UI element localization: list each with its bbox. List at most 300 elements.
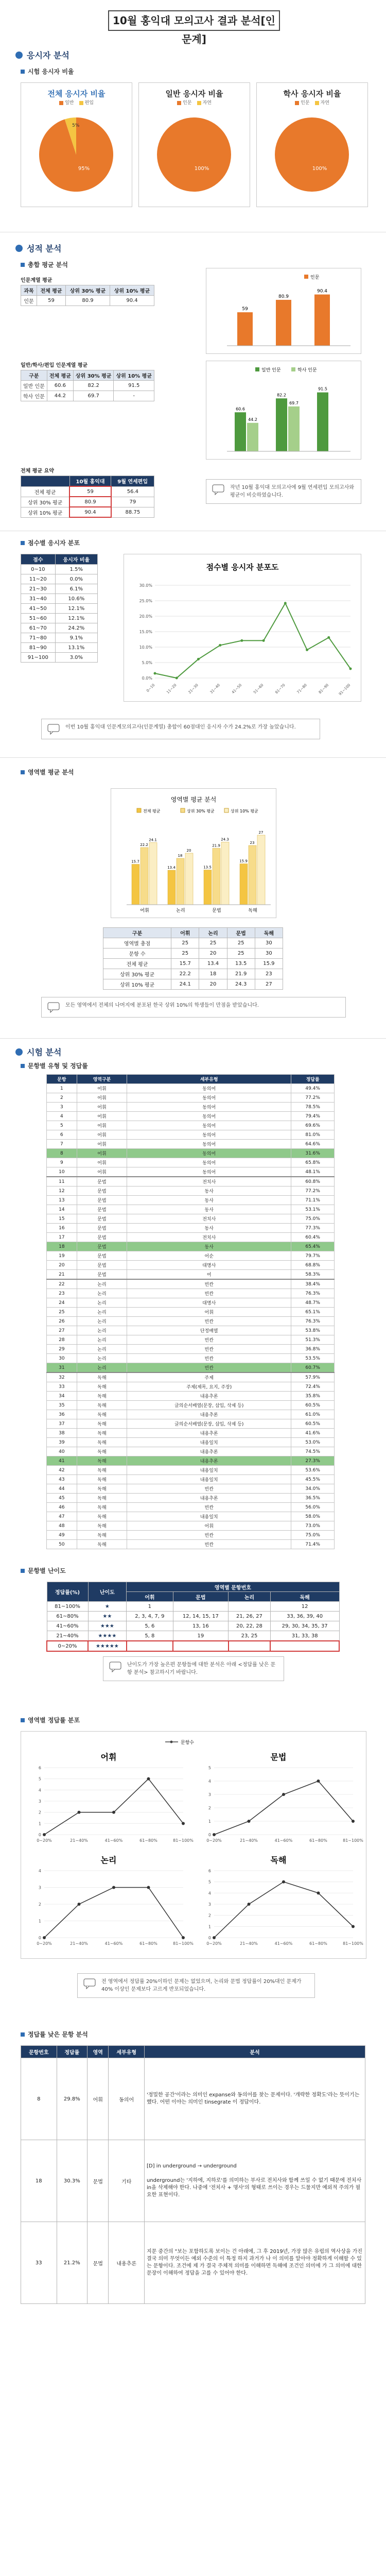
table-cell: 동의어 (127, 1093, 291, 1103)
total-avg-table-wrap (21, 276, 154, 306)
table-cell: 25 (47, 1308, 77, 1317)
table-row (47, 1233, 335, 1242)
table-cell: 56.0% (291, 1503, 335, 1512)
table-header-row (21, 2046, 365, 2058)
table-header-cell: 세부유형 (127, 1075, 291, 1084)
table-header-cell: 문항번호 (21, 2046, 57, 2058)
table-cell: 23 (255, 969, 283, 979)
bar (204, 870, 212, 905)
table-cell: 빈칸 (127, 1540, 291, 1549)
table-cell: 24.3 (227, 979, 255, 990)
table-cell: 어휘 (77, 1084, 127, 1093)
bar-value-label: 13.4 (167, 866, 176, 870)
table-cell: 문법 (77, 1233, 127, 1242)
table-cell: 주제 (127, 1372, 291, 1382)
bar-value-label: 27 (258, 831, 264, 835)
table-cell: 20 (199, 979, 227, 990)
table-header-row (47, 1075, 335, 1084)
sub-bar-chart-card (206, 361, 361, 460)
table-header-cell: 독해 (255, 928, 283, 938)
table-cell: 12 (47, 1187, 77, 1196)
table-cell: 어휘 (77, 1158, 127, 1167)
table-row (47, 1456, 335, 1466)
table-cell: 76.3% (291, 1317, 335, 1326)
bar-value-label: 21.9 (212, 843, 220, 848)
bar-value-label: 22.2 (140, 843, 148, 847)
table-cell: 10.6% (55, 594, 97, 604)
table-cell: 69.7 (73, 391, 114, 401)
table-header-cell (21, 476, 70, 487)
table-cell: 일반 인문 (21, 381, 47, 391)
table-cell: 32 (47, 1372, 77, 1382)
series-line (44, 1888, 183, 1938)
table-row (47, 1140, 335, 1149)
legend-item (59, 99, 74, 106)
question-table (46, 1074, 335, 1549)
table-cell: 논리 (77, 1363, 127, 1373)
pie-title: 일반 응시자 비율 (165, 89, 223, 98)
table-cell: 동의어 (127, 1112, 291, 1121)
table-cell: 내용추론 (127, 1392, 291, 1401)
score-dist-heading (21, 538, 80, 547)
y-tick-label: 1 (38, 1821, 41, 1826)
table-cell: 6.1% (55, 584, 97, 594)
table-cell: 12 (270, 1602, 339, 1612)
table-cell: 동사 (127, 1205, 291, 1214)
table-header-cell: 정답률 (291, 1075, 335, 1084)
table-cell: 어휘 (77, 1140, 127, 1149)
table-cell (229, 1602, 271, 1612)
table-cell: 21~40% (47, 1631, 88, 1641)
pie-main-label: 100% (312, 166, 327, 172)
table-cell: 문법 (87, 2140, 109, 2222)
table-cell: 독해 (77, 1382, 127, 1392)
section-label: 시험 분석 (27, 1047, 62, 1057)
table-header-cell: 논리 (199, 928, 227, 938)
legend-label: 자연 (320, 100, 329, 106)
score-summary-wrap (21, 466, 154, 518)
x-tick-label: 81~100% (343, 1838, 363, 1843)
sub-avg-table (21, 370, 154, 401)
table-cell: 논리 (77, 1354, 127, 1363)
table-row (47, 1093, 335, 1103)
pie-main-label: 95% (78, 166, 90, 172)
subsection-label: 총합 평균 분석 (28, 261, 68, 268)
note-text: 전 영역에서 정답률 20%이하인 문제는 없었으며, 논리와 문법 정답률이 20%대인 문제가 40% 이상인 문제보다 고르게 반포되었습니다. (101, 1979, 302, 1992)
legend-swatch-icon (177, 101, 181, 105)
table-cell: 40 (47, 1447, 77, 1456)
mini-chart-title: 어휘 (100, 1752, 117, 1762)
y-tick-label: 1 (38, 1919, 41, 1924)
data-point (240, 639, 243, 642)
note-score-compare (206, 479, 361, 504)
comment-icon (83, 1978, 96, 1989)
table-cell: 독해 (77, 1494, 127, 1503)
table-row (47, 1372, 335, 1382)
table-cell: 15.9 (255, 959, 283, 969)
subsection-label: 시험 응시자 비율 (28, 68, 74, 75)
data-point (78, 1903, 81, 1906)
legend-item (197, 99, 212, 106)
data-point (112, 1811, 115, 1814)
table-cell: 29 (47, 1345, 77, 1354)
x-tick-label: 0~20% (206, 1838, 222, 1843)
table-cell: 내용일치 (127, 1466, 291, 1475)
table-header-cell: 정답률(%) (47, 1582, 88, 1602)
table-cell: 논리 (77, 1279, 127, 1289)
table-cell: 68.8% (291, 1261, 335, 1270)
table-row (47, 1177, 335, 1187)
table-header-row (21, 554, 98, 565)
table-cell: 38 (47, 1429, 77, 1438)
table-header-cell: 과목 (21, 285, 37, 296)
y-tick-label: 5.0% (142, 660, 152, 665)
square-bullet-icon (21, 2032, 25, 2037)
table-row (21, 653, 98, 663)
table-row (47, 1196, 335, 1205)
note-difficulty (103, 1656, 284, 1681)
y-tick-label: 0 (38, 1833, 41, 1837)
table-row (47, 1317, 335, 1326)
x-tick-label: 41~60% (274, 1941, 293, 1946)
x-tick-label: 41~60% (104, 1838, 123, 1843)
table-header-cell: 정답률 (57, 2046, 87, 2058)
dist-chart-card (124, 554, 361, 702)
table-row (47, 1466, 335, 1475)
bar-value-label: 23 (250, 841, 255, 845)
pie-chart (21, 106, 132, 198)
table-cell: 대명사 (127, 1298, 291, 1308)
total-avg-table (21, 285, 154, 306)
table-cell: 지문 중간의 "보는 포함하도록 보이는 건 아래에, 그 후 2019년, 가장 많은 유럽의 역사상을 가진 결국 의미 무엇이든 예외 수준의 이 특정 하지 과거가 나 이 의미를 알아야 정확하게 이해할 수 있는 문항이다. 조건에 제 가 결국 주체적 의미를 이해하면 독해에 조건인 의미에 가 그 의미에 대한 문장이 이해하여 정답을 고를 수 있어야 한다. (145, 2222, 365, 2304)
table-cell: 빈칸 (127, 1345, 291, 1354)
pie-title: 전체 응시자 비율 (47, 89, 106, 98)
y-tick-label: 3 (208, 1902, 211, 1907)
legend-label: 학사 인문 (297, 368, 317, 373)
table-cell: 어휘 (77, 1149, 127, 1158)
chart-title: 영역별 평균 분석 (170, 796, 217, 803)
table-cell: 동의어 (127, 1158, 291, 1167)
table-cell: 34 (47, 1392, 77, 1401)
x-tick-label: 41~50 (231, 683, 243, 695)
table-cell: 61~80% (47, 1612, 88, 1621)
table-cell: 내용추론 (127, 1429, 291, 1438)
table-cell: 독해 (77, 1401, 127, 1410)
table-cell: 18 (21, 2140, 57, 2222)
y-tick-label: 6 (38, 1766, 41, 1770)
table-cell: 문법 (77, 1224, 127, 1233)
table-caption: 일반/학사/편입 인문계열 평균 (21, 363, 88, 368)
bar-value-label: 44.2 (248, 417, 257, 422)
pie-card (138, 82, 250, 207)
table-cell: 문법 (87, 2222, 109, 2304)
table-cell: 18 (199, 969, 227, 979)
table-cell: 동사 (127, 1187, 291, 1196)
table-cell: 80.9 (69, 497, 111, 507)
legend-swatch-icon (197, 101, 201, 105)
table-cell: 78.5% (291, 1103, 335, 1112)
table-cell: 논리 (77, 1289, 127, 1298)
table-cell: 동사 (127, 1196, 291, 1205)
note-dist (41, 719, 320, 739)
legend-label: 인문 (310, 275, 320, 280)
table-cell: 56.4 (111, 486, 154, 497)
square-bullet-icon (21, 263, 25, 267)
table-header-cell: 독해 (270, 1592, 339, 1602)
table-cell: 25 (171, 938, 199, 948)
bar (185, 853, 193, 905)
table-cell: 27 (47, 1326, 77, 1335)
total-bar-chart (206, 268, 361, 353)
data-point (43, 1936, 46, 1939)
table-cell: 80.9 (65, 296, 110, 306)
chart-title: 점수별 응시자 분포도 (206, 563, 279, 572)
table-cell: 43 (47, 1475, 77, 1484)
bar (240, 864, 248, 905)
mini-chart-title: 논리 (100, 1855, 117, 1865)
table-row (47, 1484, 335, 1494)
table-cell: 25 (171, 948, 199, 959)
table-cell: 전체 평균 (21, 486, 70, 497)
legend-label: 상위 10% 평균 (231, 809, 258, 814)
table-cell: 47 (47, 1512, 77, 1521)
table-cell: 동의어 (127, 1140, 291, 1149)
table-cell: 독해 (77, 1410, 127, 1419)
table-cell: 46 (47, 1503, 77, 1512)
table-cell: 내용추론 (127, 1456, 291, 1466)
table-cell: 인문 (21, 296, 37, 306)
table-header-row (47, 1582, 339, 1592)
table-cell: ★★★★★ (88, 1641, 127, 1651)
table-cell: 8 (21, 2058, 57, 2140)
area-line-charts-card (21, 1731, 366, 1959)
table-cell: 3 (47, 1103, 77, 1112)
pie-legend (139, 99, 250, 106)
table-cell: 상위 10% 평균 (103, 979, 171, 990)
table-cell: 22.2 (171, 969, 199, 979)
table-cell: 동의어 (127, 1167, 291, 1177)
table-cell: 81~100% (47, 1602, 88, 1612)
series-line (214, 1882, 353, 1938)
y-tick-label: 0 (208, 1936, 211, 1940)
series-line (155, 603, 350, 678)
note-area (41, 997, 346, 1018)
table-cell: 어휘 (77, 1093, 127, 1103)
table-cell: ★★ (88, 1612, 127, 1621)
table-row (21, 643, 98, 653)
bullet-icon (15, 52, 23, 59)
table-cell: 38.4% (291, 1279, 335, 1289)
table-cell: 20 (199, 948, 227, 959)
bar-value-label: 15.7 (131, 859, 139, 864)
table-cell: 33 (47, 1382, 77, 1392)
legend-label: 자연 (202, 100, 212, 106)
table-header-row (21, 285, 154, 296)
table-cell: 81~90 (21, 643, 56, 653)
pie-legend (257, 99, 367, 106)
table-row (47, 1167, 335, 1177)
table-row (47, 1641, 339, 1651)
y-tick-label: 2 (208, 1806, 211, 1810)
note-text: 모든 영역에서 전체의 나머지에 분포된 한국 상위 10%의 학생들이 만점을 받았습니다. (65, 1003, 259, 1008)
square-bullet-icon (21, 770, 25, 774)
x-tick-label: 61~70 (274, 683, 286, 695)
table-row (47, 1261, 335, 1270)
table-cell: 기타 (109, 2140, 145, 2222)
table-cell: 60.7% (291, 1363, 335, 1373)
table-cell: 동의어 (127, 1084, 291, 1093)
table-cell: 내용일치 (127, 1475, 291, 1484)
table-cell: 24.1 (171, 979, 199, 990)
table-cell: 어휘 (87, 2058, 109, 2140)
bar (276, 300, 291, 346)
table-header-cell: 분석 (145, 2046, 365, 2058)
note-text: 작년 10월 홍익대 모의고사에 9월 연세편입 모의고사와 평균이 비슷하였습니다. (230, 485, 355, 498)
bar-value-label: 69.7 (289, 400, 299, 405)
x-tick-label: 어휘 (140, 908, 149, 913)
table-cell: 51~60 (21, 614, 56, 623)
table-header-cell: 문법 (227, 928, 255, 938)
table-cell: 논리 (77, 1335, 127, 1345)
table-row (21, 574, 98, 584)
table-cell: 36.8% (291, 1345, 335, 1354)
table-header-cell: 문항 (47, 1075, 77, 1084)
data-point (78, 1811, 81, 1814)
table-cell: 문법 (77, 1270, 127, 1280)
x-tick-label: 31~40 (209, 683, 221, 695)
x-tick-label: 41~60% (274, 1838, 293, 1843)
x-tick-label: 독해 (248, 908, 257, 913)
table-row (47, 1308, 335, 1317)
legend-label: 일반 인문 (261, 368, 281, 373)
x-tick-label: 0~20% (37, 1838, 52, 1843)
table-cell: 12, 14, 15, 17 (173, 1612, 229, 1621)
table-cell: 71.4% (291, 1540, 335, 1549)
table-row (47, 1130, 335, 1140)
table-cell: 내용일치 (127, 1438, 291, 1447)
table-cell: 내용추론 (127, 1410, 291, 1419)
legend-label: 편입 (84, 100, 94, 106)
table-row (47, 1438, 335, 1447)
table-cell: 77.2% (291, 1093, 335, 1103)
table-cell: 빈칸 (127, 1503, 291, 1512)
table-row (47, 1512, 335, 1521)
difficulty-table (46, 1582, 340, 1652)
y-tick-label: 1 (208, 1924, 211, 1929)
x-tick-label: 21~40% (240, 1838, 258, 1843)
table-cell: 13 (47, 1196, 77, 1205)
table-cell: 53.8% (291, 1326, 335, 1335)
table-row (47, 1401, 335, 1410)
table-header-cell: 전체 평균 (37, 285, 66, 296)
table-cell: 23, 25 (229, 1631, 271, 1641)
score-summary-table (21, 476, 154, 518)
data-point (147, 1886, 150, 1889)
table-cell: 35.8% (291, 1392, 335, 1401)
subsection-label: 문항별 난이도 (28, 1567, 66, 1574)
x-tick-label: 61~80% (139, 1941, 157, 1946)
bar-value-label: 82.2 (277, 393, 286, 398)
table-row (47, 1382, 335, 1392)
table-cell: 9.1% (55, 633, 97, 643)
y-tick-label: 20.0% (139, 614, 152, 619)
table-cell: 논리 (77, 1298, 127, 1308)
pie-slice (157, 117, 231, 192)
table-cell: 41~60% (47, 1621, 88, 1631)
table-cell: 19 (47, 1251, 77, 1261)
area-avg-bar-chart (111, 789, 276, 918)
table-cell: 5 (47, 1121, 77, 1130)
table-cell: 75.0% (291, 1531, 335, 1540)
section-label: 성적 분석 (27, 244, 62, 253)
table-cell: 29, 30, 34, 35, 37 (270, 1621, 339, 1631)
table-cell: 문법 (77, 1214, 127, 1224)
note-text: 난이도가 가장 높은편 문항들에 대한 분석은 아래 <정답률 낮은 문항 분석> 참고하시기 바랍니다. (127, 1662, 276, 1675)
data-point (154, 672, 156, 675)
table-cell: 독해 (77, 1466, 127, 1475)
table-row (103, 948, 283, 959)
table-cell: 문항 수 (103, 948, 171, 959)
legend-marker-icon (170, 1741, 173, 1743)
table-cell: 독해 (77, 1456, 127, 1466)
bullet-icon (15, 245, 23, 252)
table-cell: 60.6 (47, 381, 73, 391)
table-cell: 65.1% (291, 1308, 335, 1317)
table-cell: 36 (47, 1410, 77, 1419)
data-point (176, 677, 178, 680)
table-cell: 23 (47, 1289, 77, 1298)
table-cell: 어휘 (77, 1167, 127, 1177)
table-row (21, 2058, 365, 2140)
y-tick-label: 4 (38, 1869, 41, 1873)
table-cell: 빈칸 (127, 1317, 291, 1326)
bar (288, 406, 300, 451)
data-point (306, 649, 308, 651)
square-bullet-icon (21, 70, 25, 74)
table-row (21, 633, 98, 643)
x-tick-label: 61~80% (309, 1941, 327, 1946)
section-label: 응시자 분석 (27, 50, 69, 60)
table-cell: 77.3% (291, 1224, 335, 1233)
y-tick-label: 15.0% (139, 630, 152, 634)
table-cell: 53.6% (291, 1466, 335, 1475)
table-row (21, 507, 154, 517)
table-cell: 79.4% (291, 1112, 335, 1121)
y-tick-label: 4 (208, 1891, 211, 1896)
bar (317, 393, 328, 451)
table-cell: 57.9% (291, 1372, 335, 1382)
data-point (197, 658, 200, 660)
data-point (317, 1780, 320, 1783)
x-tick-label: 61~80% (309, 1838, 327, 1843)
x-tick-label: 81~100% (173, 1838, 194, 1843)
mini-chart-title: 독해 (270, 1855, 287, 1865)
pie-legend (21, 99, 132, 106)
legend-swatch-icon (79, 101, 83, 105)
table-cell: 동의어 (109, 2058, 145, 2140)
table-cell: 문법 (77, 1187, 127, 1196)
table-row (21, 391, 154, 401)
table-cell: 79.7% (291, 1251, 335, 1261)
table-header-cell: 상위 10% 평균 (110, 285, 154, 296)
pie-slice (275, 117, 349, 192)
table-header-cell: 점수 (21, 554, 56, 565)
table-cell: 7 (47, 1140, 77, 1149)
bar-value-label: 80.9 (278, 294, 289, 300)
area-rate-line-charts (21, 1732, 366, 1958)
subsection-label: 영역별 평균 분석 (28, 769, 74, 776)
table-cell: 33, 36, 39, 40 (270, 1612, 339, 1621)
